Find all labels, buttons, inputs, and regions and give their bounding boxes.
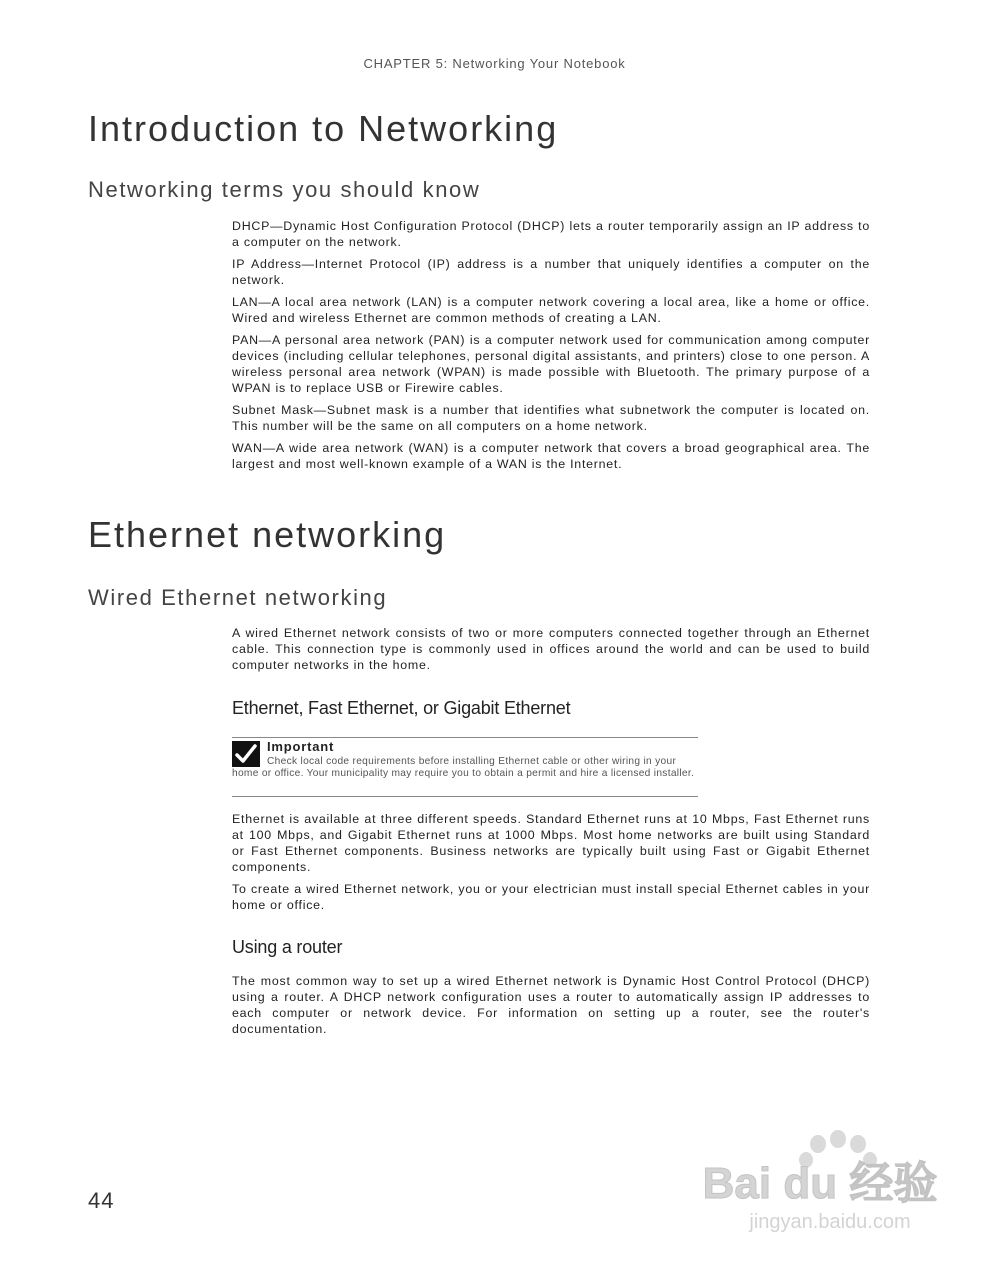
page-number: 44 [88, 1188, 115, 1213]
section-title-introduction: Introduction to Networking [88, 108, 559, 149]
callout-title: Important [267, 739, 335, 754]
watermark-brand: Bai du 经验 [702, 1159, 938, 1208]
wired-ethernet-intro [232, 625, 870, 679]
term-pan: PAN—A personal area network (PAN) is a computer network used for communication among computer devices (including cellular telephones, personal digital assistants, and printers) close to one person. A wireless personal area network (WPAN) is made possible with Bluetooth. The primary purpose of a WPAN is to replace USB or Firewire cables. [232, 333, 870, 395]
running-header: CHAPTER 5: Networking Your Notebook [363, 56, 626, 71]
important-callout [232, 737, 698, 797]
ethernet-speeds-paragraph: Ethernet is available at three different speeds. Standard Ethernet runs at 10 Mbps, Fast Ethernet runs at 100 Mbps, and Gigabit Ethernet runs at 1000 Mbps. Most home networks are built using Standard or Fast Ethernet components. Business networks are typically built using Fast or Gigabit Ethernet components. [232, 812, 870, 874]
subsection-title-wired-ethernet: Wired Ethernet networking [88, 585, 388, 610]
intro-paragraph: A wired Ethernet network consists of two or more computers connected together through an Ethernet cable. This connection type is commonly used in offices around the world and can be used to build computer networks in the home. [232, 626, 870, 672]
baidu-watermark [700, 1130, 940, 1240]
router-paragraph: The most common way to set up a wired Ethernet network is Dynamic Host Control Protocol (DHCP) using a router. A DHCP network configuration uses a router to automatically assign IP addresses to each computer or network device. For information on setting up a router, see the router's documentation. [232, 974, 870, 1036]
ethernet-speeds-body [232, 811, 870, 919]
term-wan: WAN—A wide area network (WAN) is a computer network that covers a broad geographical area. The largest and most well-known example of a WAN is the Internet. [232, 441, 870, 471]
router-body [232, 973, 870, 1043]
term-lan: LAN—A local area network (LAN) is a computer network covering a local area, like a home or office. Wired and wireless Ethernet are common methods of creating a LAN. [232, 295, 870, 325]
subsection-title-terms: Networking terms you should know [88, 177, 481, 202]
heading-ethernet-speeds: Ethernet, Fast Ethernet, or Gigabit Ethernet [232, 698, 571, 718]
term-ip-address: IP Address—Internet Protocol (IP) address is a number that uniquely identifies a computer on the network. [232, 257, 870, 287]
term-dhcp: DHCP—Dynamic Host Configuration Protocol (DHCP) lets a router temporarily assign an IP address to a computer on the network. [232, 219, 870, 249]
terms-list [232, 218, 870, 478]
section-title-ethernet: Ethernet networking [88, 514, 447, 555]
ethernet-cables-paragraph: To create a wired Ethernet network, you or your electrician must install special Ethernet cables in your home or office. [232, 882, 870, 912]
callout-text: Check local code requirements before installing Ethernet cable or other wiring in your home or office. Your municipality may require you to obtain a permit and hire a licensed installer. [232, 756, 695, 779]
heading-using-router: Using a router [232, 937, 343, 957]
watermark-url: jingyan.baidu.com [749, 1211, 911, 1233]
term-subnet-mask: Subnet Mask—Subnet mask is a number that identifies what subnetwork the computer is located on. This number will be the same on all computers on a home network. [232, 403, 870, 433]
